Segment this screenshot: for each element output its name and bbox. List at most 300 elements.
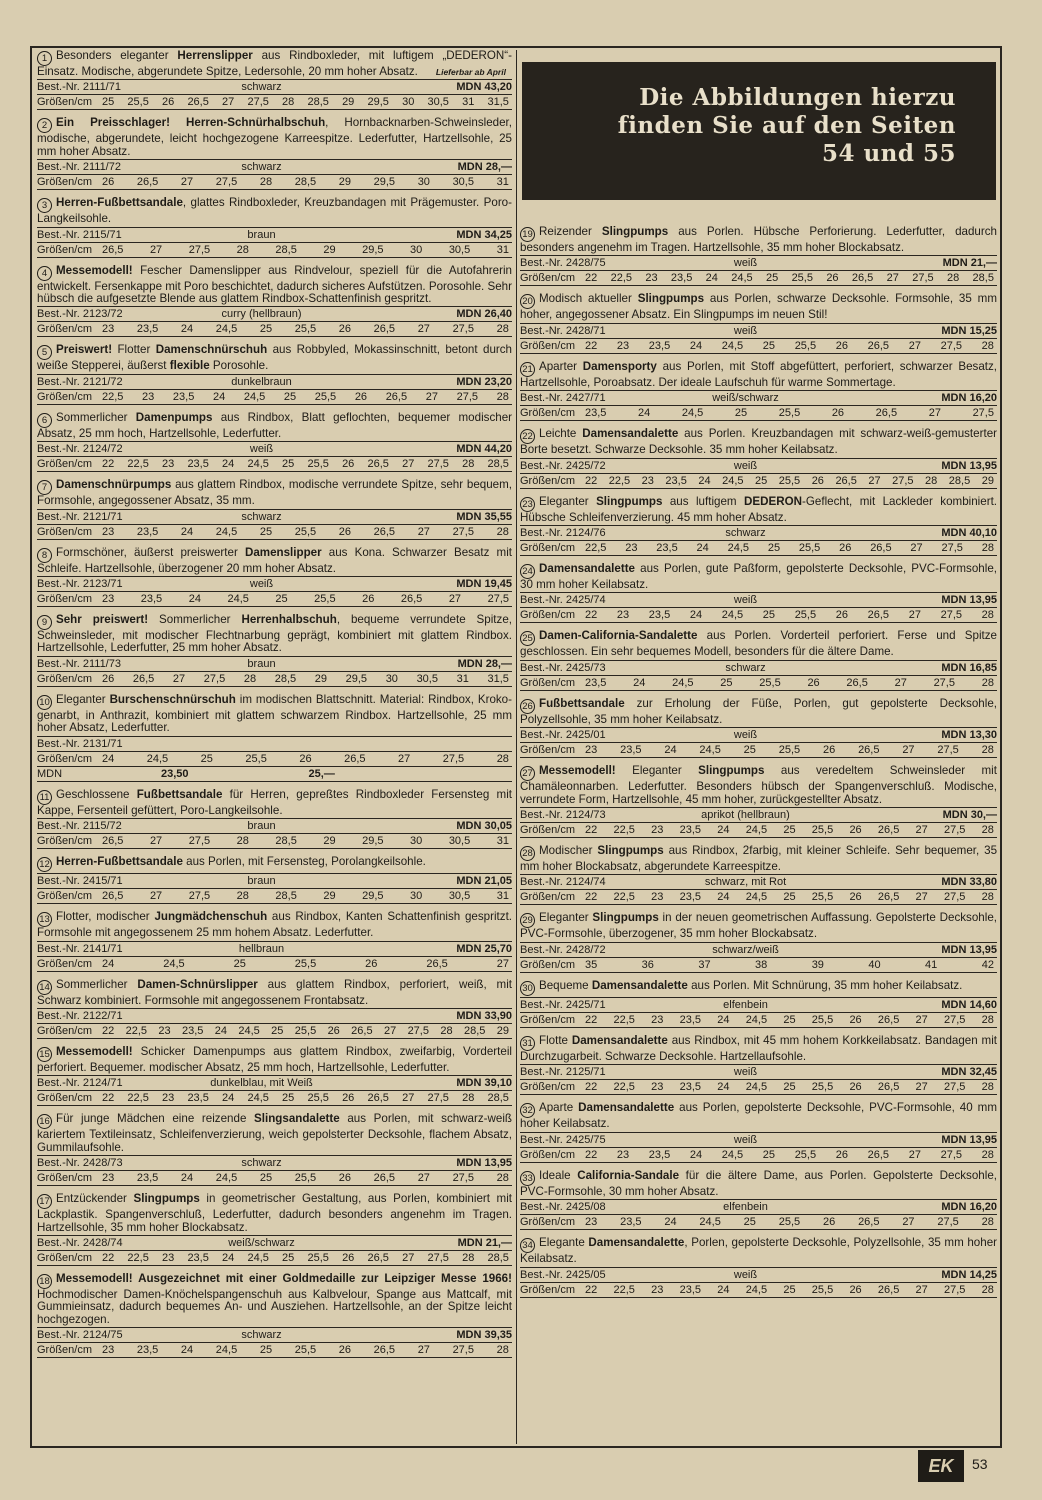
size-value: 26,5 xyxy=(877,1013,900,1026)
item-color: braun xyxy=(247,875,276,888)
size-value: 28 xyxy=(236,890,249,903)
size-value: 23 xyxy=(645,272,658,285)
right-column xyxy=(520,226,997,1305)
size-value: 27 xyxy=(149,243,163,256)
size-value: 27 xyxy=(149,835,163,848)
size-value: 23 xyxy=(102,593,115,606)
item-number: 30 xyxy=(520,981,535,996)
size-value: 30,5 xyxy=(448,890,471,903)
size-value: 27,5 xyxy=(933,676,955,689)
order-label: Best.-Nr. 2122/71 xyxy=(37,1009,123,1022)
size-value: 27 xyxy=(928,407,941,420)
size-list xyxy=(101,592,512,606)
item-description xyxy=(37,614,512,655)
size-value: 30,5 xyxy=(416,672,438,685)
item-text: Damensandalette aus Porlen, gute Paßform, gepolsterte Decksohle, PVC-Formsohle, 30 mm hoher Keilabsatz. xyxy=(520,562,997,592)
order-row xyxy=(37,1155,512,1170)
size-value: 22 xyxy=(102,1092,115,1105)
size-value: 26 xyxy=(342,1092,355,1105)
size-value: 26 xyxy=(102,672,115,685)
size-value: 26,5 xyxy=(875,407,898,420)
size-value: 25 xyxy=(283,390,297,403)
size-value: 28 xyxy=(259,176,273,189)
catalog-item xyxy=(520,980,997,1028)
size-value: 26 xyxy=(849,1013,862,1026)
size-value: 25,5 xyxy=(307,458,329,471)
size-value: 36 xyxy=(641,958,654,971)
size-value: 24,5 xyxy=(243,390,266,403)
sizes-row xyxy=(37,591,512,607)
sizes-row xyxy=(520,675,997,691)
sizes-label: Größen/cm xyxy=(520,1148,576,1161)
item-text: Reizender Slingpumps aus Porlen. Hübsche Perforierung. Lederfutter, dadurch besonders angenehm im Tragen. Hartzellsohle, 35 mm hoher Blockabsatz. xyxy=(520,225,997,254)
order-label: Best.-Nr. 2428/74 xyxy=(37,1236,123,1249)
item-description xyxy=(520,496,997,524)
size-value: 26,5 xyxy=(373,525,396,538)
size-value: 26 xyxy=(342,458,355,471)
size-value: 24,5 xyxy=(745,1013,768,1026)
size-list xyxy=(101,457,512,471)
sizes-row xyxy=(520,540,997,556)
size-value: 27 xyxy=(915,1013,928,1026)
size-value: 25,5 xyxy=(791,272,813,285)
size-value: 28 xyxy=(462,1251,475,1264)
size-value: 28,5 xyxy=(972,272,994,285)
size-value: 23 xyxy=(625,542,638,555)
item-text: Ein Preisschlager! Herren-Schnürhalbschuh, Hornbacknarben-Schweinsleder, modische, abgerundete, leicht hochgezogene Karreespitze. Lederfutter, Hartzellsohle, 25 mm hoher Absatz. xyxy=(37,116,512,158)
mdn-row xyxy=(37,766,512,782)
order-label: Best.-Nr. 2428/75 xyxy=(520,257,606,270)
size-value: 25,5 xyxy=(798,542,821,555)
size-value: 26 xyxy=(849,891,862,904)
size-value: 22,5 xyxy=(125,1024,148,1037)
size-value: 27 xyxy=(908,339,921,352)
size-value: 25 xyxy=(259,323,273,336)
size-value: 25 xyxy=(783,1081,796,1094)
sizes-label: Größen/cm xyxy=(37,1344,93,1357)
size-value: 22 xyxy=(585,1081,598,1094)
catalog-item xyxy=(37,117,512,190)
size-value: 25 xyxy=(762,1148,776,1161)
size-value: 24,5 xyxy=(247,1251,269,1264)
mdn-price-b: 25,— xyxy=(308,767,335,780)
order-row xyxy=(520,727,997,742)
size-value: 22,5 xyxy=(127,1251,149,1264)
sizes-label: Größen/cm xyxy=(37,96,93,109)
catalog-item xyxy=(520,361,997,421)
size-value: 28,5 xyxy=(274,672,297,685)
sizes-row xyxy=(520,1079,997,1095)
size-value: 27 xyxy=(180,176,194,189)
item-color: weiß xyxy=(733,594,758,607)
size-value: 27 xyxy=(902,744,915,757)
item-color: weiß xyxy=(249,578,274,591)
item-price: MDN 14,25 xyxy=(941,1268,997,1281)
size-value: 26 xyxy=(835,1148,848,1161)
size-list xyxy=(584,271,997,285)
size-value: 28 xyxy=(981,1148,994,1161)
size-value: 28 xyxy=(243,672,257,685)
sizes-label: Größen/cm xyxy=(37,390,93,403)
order-row xyxy=(37,79,512,94)
item-number: 25 xyxy=(520,631,535,646)
catalog-item xyxy=(37,412,512,472)
item-price: MDN 28,— xyxy=(457,161,512,174)
size-value: 25 xyxy=(762,339,776,352)
size-value: 24 xyxy=(717,1081,730,1094)
size-value: 28 xyxy=(282,96,295,109)
item-text: Messemodell! Ausgezeichnet mit einer Goldmedaille zur Leipziger Messe 1966! Hochmodischer Damen-Knöchelspangenschuh aus Kalbvelour, Spange aus Mattcalf, mit Gummieinsatz, dadurch bequemes An- und Ausziehen. Hartzellsohle, an der Spitze leicht hochgezogen. xyxy=(37,1271,512,1326)
item-color: schwarz xyxy=(241,81,282,94)
size-value: 22,5 xyxy=(613,891,635,904)
size-value: 25,5 xyxy=(811,891,834,904)
size-value: 27 xyxy=(383,1024,397,1037)
size-value: 24,5 xyxy=(238,1024,260,1037)
sizes-row xyxy=(37,242,512,258)
catalog-item xyxy=(520,765,997,838)
size-value: 27 xyxy=(886,272,899,285)
size-value: 23,5 xyxy=(620,744,642,757)
item-number: 21 xyxy=(520,362,535,377)
size-value: 25,5 xyxy=(294,525,317,538)
item-color: weiß xyxy=(733,459,758,472)
size-value: 24 xyxy=(214,1024,228,1037)
availability-note: Lieferbar ab April xyxy=(435,67,506,77)
order-label: Best.-Nr. 2141/71 xyxy=(37,942,123,955)
order-label: Best.-Nr. 2124/72 xyxy=(37,443,123,456)
size-value: 22,5 xyxy=(608,474,631,487)
size-value: 25,5 xyxy=(794,339,817,352)
item-number: 3 xyxy=(37,198,52,213)
item-number: 18 xyxy=(37,1274,52,1289)
item-number: 27 xyxy=(520,766,535,781)
order-label: Best.-Nr. 2425/72 xyxy=(520,459,606,472)
size-value: 26 xyxy=(849,824,862,837)
left-column xyxy=(37,50,512,1365)
size-value: 23,5 xyxy=(665,474,687,487)
size-value: 23 xyxy=(162,1092,175,1105)
item-price: MDN 16,20 xyxy=(941,392,997,405)
order-row xyxy=(37,227,512,242)
size-value: 27 xyxy=(417,1344,430,1357)
order-label: Best.-Nr. 2425/01 xyxy=(520,729,606,742)
size-value: 23 xyxy=(585,744,598,757)
size-value: 23,5 xyxy=(620,1216,642,1229)
item-text: Elegante Damensandalette, Porlen, gepolsterte Decksohle, Polyzellsohle, 35 mm hoher Keilabsatz. xyxy=(520,1236,997,1266)
size-value: 25,5 xyxy=(314,390,337,403)
size-value: 27 xyxy=(902,1216,915,1229)
order-row xyxy=(520,1132,997,1147)
size-value: 28,5 xyxy=(275,835,297,848)
size-list xyxy=(584,1013,997,1027)
size-value: 24,5 xyxy=(163,957,185,970)
size-value: 27 xyxy=(425,390,438,403)
size-value: 23 xyxy=(162,1251,175,1264)
size-list xyxy=(101,525,512,539)
item-number: 10 xyxy=(37,695,52,710)
item-color: dunkelblau, mit Weiß xyxy=(210,1077,313,1090)
size-value: 24 xyxy=(664,744,677,757)
item-price: MDN 13,95 xyxy=(941,1133,997,1146)
size-value: 27 xyxy=(868,474,881,487)
size-value: 29,5 xyxy=(367,96,389,109)
size-value: 23,5 xyxy=(187,1251,209,1264)
item-number: 24 xyxy=(520,564,535,579)
item-description xyxy=(520,293,997,321)
size-value: 26,5 xyxy=(373,1344,396,1357)
size-list xyxy=(101,95,512,109)
order-row xyxy=(520,390,997,405)
size-value: 29 xyxy=(338,176,352,189)
size-value: 27,5 xyxy=(487,593,509,606)
size-value: 24 xyxy=(188,593,201,606)
item-price: MDN 13,95 xyxy=(941,459,997,472)
item-description xyxy=(37,979,512,1007)
size-value: 22 xyxy=(585,1013,598,1026)
item-number: 15 xyxy=(37,1047,52,1062)
item-description xyxy=(37,547,512,575)
size-value: 25,5 xyxy=(307,1092,329,1105)
sizes-label: Größen/cm xyxy=(520,958,576,971)
size-value: 28 xyxy=(236,835,249,848)
size-value: 25 xyxy=(765,272,779,285)
item-price: MDN 33,90 xyxy=(456,1009,512,1022)
sizes-label: Größen/cm xyxy=(37,835,93,848)
sizes-row xyxy=(520,473,997,489)
size-value: 25 xyxy=(259,525,273,538)
item-price: MDN 13,95 xyxy=(941,594,997,607)
size-value: 25,5 xyxy=(307,1251,329,1264)
size-value: 27,5 xyxy=(427,458,449,471)
size-list xyxy=(584,541,997,555)
item-text: Formschöner, äußerst preiswerter Damenslipper aus Kona. Schwarzer Besatz mit Schleife. Hartzellsohle, überzogener 20 mm hoher Absatz. xyxy=(37,545,512,575)
size-value: 30,5 xyxy=(452,176,474,189)
item-price: MDN 13,95 xyxy=(456,1157,512,1170)
size-value: 28 xyxy=(981,891,994,904)
item-color xyxy=(101,1009,422,1023)
item-number: 7 xyxy=(37,480,52,495)
size-value: 26 xyxy=(849,1283,862,1296)
size-value: 25,5 xyxy=(794,609,817,622)
size-value: 25,5 xyxy=(778,407,801,420)
size-list xyxy=(584,1148,997,1162)
size-value: 26 xyxy=(342,1251,355,1264)
item-description xyxy=(37,479,512,507)
sizes-row xyxy=(37,389,512,405)
size-value: 28,5 xyxy=(487,458,509,471)
size-value: 27 xyxy=(398,752,411,765)
size-value: 27,5 xyxy=(188,890,211,903)
item-price: MDN 43,20 xyxy=(456,81,512,94)
size-value: 23 xyxy=(158,1024,171,1037)
size-value: 22 xyxy=(585,1148,598,1161)
size-value: 24,5 xyxy=(721,609,744,622)
order-label: Best.-Nr. 2121/71 xyxy=(37,510,123,523)
item-number: 17 xyxy=(37,1194,52,1209)
size-value: 25,5 xyxy=(294,1344,317,1357)
size-value: 24,5 xyxy=(672,676,694,689)
item-price: MDN 25,70 xyxy=(456,942,512,955)
order-label: Best.-Nr. 2428/71 xyxy=(520,324,606,337)
order-label: Best.-Nr. 2428/73 xyxy=(37,1157,123,1170)
item-price: MDN 39,35 xyxy=(456,1329,512,1342)
size-value: 26 xyxy=(354,390,368,403)
size-value: 25 xyxy=(275,593,288,606)
sizes-row xyxy=(37,888,512,904)
item-number: 6 xyxy=(37,413,52,428)
mdn-label: MDN xyxy=(37,767,63,780)
item-text: Aparte Damensandalette aus Porlen, gepolsterte Decksohle, PVC-Formsohle, 40 mm hoher Keilabsatz. xyxy=(520,1101,997,1131)
size-value: 27,5 xyxy=(912,272,934,285)
item-color: schwarz xyxy=(725,661,766,674)
item-price: MDN 15,25 xyxy=(941,324,997,337)
size-value: 23 xyxy=(651,891,664,904)
size-value: 23 xyxy=(651,1081,664,1094)
size-value: 26,5 xyxy=(877,1081,900,1094)
size-value: 24 xyxy=(689,1148,703,1161)
item-text: Damen-California-Sandalette aus Porlen. Vorderteil perforiert. Ferse und Spitze geschlossen. Ein sehr bequemes Modell, besonders für die ältere Dame. xyxy=(520,629,997,659)
item-description xyxy=(520,912,997,940)
item-number: 13 xyxy=(37,912,52,927)
page-number: 53 xyxy=(972,1456,988,1472)
mdn-prices xyxy=(101,767,512,781)
item-description xyxy=(520,765,997,806)
order-label: Best.-Nr. 2131/71 xyxy=(37,737,123,750)
sizes-label: Größen/cm xyxy=(520,676,576,689)
size-value: 28 xyxy=(981,542,994,555)
sizes-label: Größen/cm xyxy=(520,1283,576,1296)
size-value: 22,5 xyxy=(613,824,635,837)
size-value: 26,5 xyxy=(373,323,396,336)
size-list xyxy=(584,823,997,837)
size-value: 26,5 xyxy=(400,593,423,606)
size-value: 25 xyxy=(271,1024,284,1037)
sizes-label: Größen/cm xyxy=(520,474,576,487)
item-price: MDN 16,85 xyxy=(941,661,997,674)
order-row xyxy=(37,941,512,956)
order-label: Best.-Nr. 2124/76 xyxy=(520,527,606,540)
order-label: Best.-Nr. 2425/05 xyxy=(520,1268,606,1281)
catalog-item xyxy=(37,1113,512,1186)
order-row xyxy=(520,592,997,607)
size-value: 37 xyxy=(698,958,711,971)
sizes-row xyxy=(37,321,512,337)
order-label: Best.-Nr. 2425/73 xyxy=(520,661,606,674)
size-value: 24 xyxy=(664,1216,677,1229)
size-value: 22,5 xyxy=(127,458,149,471)
item-color: aprikot (hellbraun) xyxy=(701,809,790,822)
size-value: 23 xyxy=(641,474,654,487)
size-value: 24 xyxy=(689,339,703,352)
sizes-row xyxy=(37,1342,512,1358)
item-description xyxy=(520,563,997,591)
size-list xyxy=(101,1251,512,1265)
item-color: schwarz xyxy=(241,1329,282,1342)
size-value: 31,5 xyxy=(487,96,509,109)
catalog-item xyxy=(37,1193,512,1266)
size-value: 27,5 xyxy=(940,609,963,622)
size-value: 25 xyxy=(282,1251,295,1264)
size-value: 27,5 xyxy=(944,1081,966,1094)
size-value: 29 xyxy=(323,835,336,848)
sizes-row xyxy=(37,174,512,190)
item-number: 31 xyxy=(520,1036,535,1051)
size-value: 28 xyxy=(496,323,509,336)
sizes-row xyxy=(37,1023,512,1039)
item-description xyxy=(37,197,512,225)
size-value: 27,5 xyxy=(940,339,963,352)
size-value: 24,5 xyxy=(745,1283,768,1296)
catalog-item xyxy=(37,979,512,1039)
size-list xyxy=(101,390,512,404)
item-text: Damenschnürpumps aus glattem Rindbox, modische verrundete Spitze, sehr bequem, Formsohle, angegossener Absatz, 35 mm. xyxy=(37,478,512,508)
size-value: 27,5 xyxy=(944,891,966,904)
banner-line-1: Die Abbildungen hierzu xyxy=(639,84,956,111)
size-list xyxy=(584,1215,997,1229)
size-value: 24,5 xyxy=(146,752,169,765)
size-list xyxy=(584,958,997,972)
item-price: MDN 21,05 xyxy=(456,875,512,888)
size-value: 27,5 xyxy=(427,1251,449,1264)
catalog-item xyxy=(37,1273,512,1358)
order-row xyxy=(520,1064,997,1079)
size-value: 23,5 xyxy=(187,458,209,471)
item-description xyxy=(520,1035,997,1063)
size-value: 26,5 xyxy=(426,957,448,970)
size-value: 24 xyxy=(717,1283,730,1296)
size-list xyxy=(101,889,512,903)
size-list xyxy=(101,1343,512,1357)
size-value: 25 xyxy=(200,752,213,765)
item-price: MDN 13,95 xyxy=(941,943,997,956)
size-list xyxy=(101,1171,512,1185)
size-value: 23,5 xyxy=(140,593,163,606)
item-text: Messemodell! Fescher Damenslipper aus Rindvelour, speziell für die Autofahrerin entwickelt. Fersenkappe mit Poro beschichtet, dadurch sicheres Aufstützen. Porosohle. Sehr hübsch die aufgesetzte Blende aus glattem Rindbox-Schattenfinish gespritzt. xyxy=(37,263,512,306)
size-value: 27,5 xyxy=(215,176,238,189)
size-value: 26,5 xyxy=(373,1172,396,1185)
item-text: Ideale California-Sandale für die ältere Dame, aus Porlen. Gepolsterte Decksohle, PVC-Formsohle, 30 mm hoher Absatz. xyxy=(520,1168,997,1198)
order-row xyxy=(37,576,512,591)
size-value: 25 xyxy=(282,1092,295,1105)
size-value: 27,5 xyxy=(452,1172,474,1185)
size-value: 27,5 xyxy=(452,323,474,336)
size-value: 24,5 xyxy=(745,891,768,904)
size-value: 26 xyxy=(839,542,852,555)
order-row xyxy=(37,818,512,833)
item-number: 20 xyxy=(520,294,535,309)
order-row xyxy=(520,660,997,675)
sizes-row xyxy=(37,671,512,687)
item-number: 32 xyxy=(520,1103,535,1118)
item-text: Entzückender Slingpumps in geometrischer Gestaltung, aus Porlen, kombiniert mit Lackplastik. Spangenverschluß, Lederfutter, dadurch besonders angenehm im Tragen. Hartzellsohle, 35 mm hoher Blockabsatz. xyxy=(37,1192,512,1234)
item-number: 29 xyxy=(520,913,535,928)
catalog-item xyxy=(37,856,512,904)
size-value: 26,5 xyxy=(851,272,874,285)
item-description xyxy=(520,845,997,873)
size-value: 23 xyxy=(616,1148,630,1161)
size-value: 26,5 xyxy=(102,243,124,256)
sizes-label: Größen/cm xyxy=(37,1092,93,1105)
size-value: 26,5 xyxy=(858,1216,880,1229)
banner-line-3: 54 und 55 xyxy=(821,140,956,167)
size-value: 30 xyxy=(410,243,423,256)
item-text: Modischer Slingpumps aus Rindbox, 2farbig, mit kleiner Schleife. Sehr bequemer, 35 mm hoher Blockabsatz, abgerundete Karreespitze. xyxy=(520,844,998,874)
size-value: 29 xyxy=(323,243,336,256)
catalog-item xyxy=(37,50,512,110)
size-value: 24,5 xyxy=(699,1216,721,1229)
size-value: 22 xyxy=(585,339,598,352)
sizes-row xyxy=(37,524,512,540)
